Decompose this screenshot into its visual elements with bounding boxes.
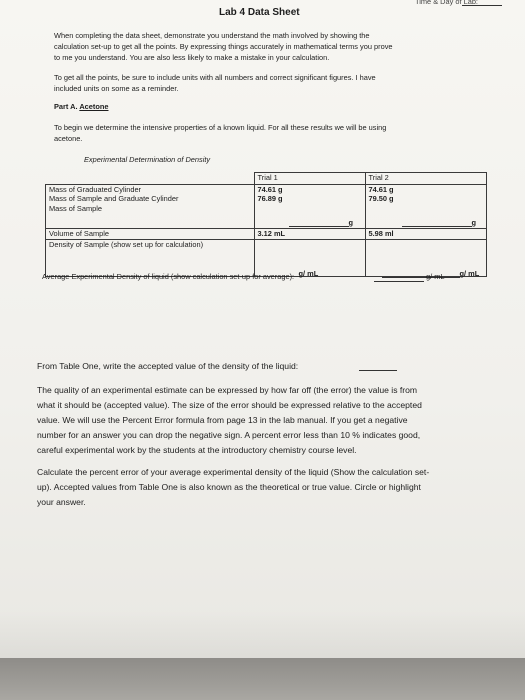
table-row	[46, 184, 487, 194]
table-row	[46, 204, 487, 229]
unit-label: g/ mL	[459, 268, 480, 278]
trial1-value[interactable]: 76.89 g	[254, 194, 365, 204]
trial1-density-cell[interactable]	[254, 239, 365, 276]
density-table	[45, 172, 487, 277]
part-a-heading	[54, 102, 109, 111]
unit-label: g	[348, 217, 354, 227]
trial2-value[interactable]: 5.98 ml	[365, 228, 486, 239]
answer-blank	[289, 226, 349, 227]
row-label: Mass of Graduated Cylinder	[46, 184, 255, 194]
calc-line: your answer.	[37, 497, 86, 507]
units-line: To get all the points, be sure to include units with all numbers and correct significant figures. I have	[54, 73, 376, 82]
error-line: value. We will use the Percent Error formula from page 13 in the lab manual. If you get a negative	[37, 415, 408, 425]
average-unit: g/ mL	[426, 272, 445, 281]
table-title: Experimental Determination of Density	[84, 155, 211, 164]
error-line: what it should be (accepted value). The size of the error should be expressed relative to the accepted	[37, 400, 422, 410]
trial2-density-cell[interactable]	[365, 239, 486, 276]
calc-line: up). Accepted values from Table One is also known as the theoretical or true value. Circle or highlight	[37, 482, 421, 492]
unit-label: g/ mL	[298, 268, 319, 278]
intro-line: calculation set-up to get all the points. By expressing things accurately in mathematical terms you prove	[54, 42, 393, 51]
table-row	[46, 173, 487, 185]
part-a-prefix: Part A.	[54, 102, 80, 111]
page-shadow	[0, 610, 525, 658]
part-intro-line: To begin we determine the intensive properties of a known liquid. For all these results we will be using	[54, 123, 387, 132]
row-label: Volume of Sample	[46, 228, 255, 239]
table-row	[46, 228, 487, 239]
trial2-value[interactable]: 79.50 g	[365, 194, 486, 204]
error-line: careful experimental work by the students at the introductory chemistry course level.	[37, 445, 357, 455]
units-line: included units on some as a reminder.	[54, 84, 179, 93]
intro-line: When completing the data sheet, demonstrate you understand the math involved by showing the	[54, 31, 370, 40]
trial1-mass-cell[interactable]	[254, 204, 365, 229]
row-label: Mass of Sample	[46, 204, 255, 229]
part-a-name: Acetone	[79, 102, 109, 111]
calc-line: Calculate the percent error of your average experimental density of the liquid (Show the calculation set-	[37, 467, 430, 477]
part-intro-line: acetone.	[54, 134, 83, 143]
error-line: The quality of an experimental estimate can be expressed by how far off (the error) the value is from	[37, 385, 418, 395]
trial1-value[interactable]: 74.61 g	[254, 184, 365, 194]
table-row	[46, 239, 487, 276]
table-row	[46, 194, 487, 204]
answer-blank	[402, 226, 472, 227]
error-line: number for an answer you can drop the negative sign. A percent error less than 10 % indicates good,	[37, 430, 421, 440]
row-label: Density of Sample (show set up for calculation)	[46, 239, 255, 276]
desk-surface	[0, 658, 525, 700]
time-day-label: Time & Day of Lab:	[415, 0, 478, 6]
trial2-value[interactable]: 74.61 g	[365, 184, 486, 194]
intro-line: to me you understand. You are also less likely to make a mistake in your calculation.	[54, 53, 330, 62]
unit-label: g	[471, 217, 477, 227]
trial2-mass-cell[interactable]	[365, 204, 486, 229]
blank-header-cell	[46, 173, 255, 185]
trial1-header: Trial 1	[254, 173, 365, 185]
accepted-value-prompt: From Table One, write the accepted value of the density of the liquid:	[37, 361, 299, 371]
accepted-value-blank[interactable]	[359, 370, 397, 371]
time-day-blank	[462, 5, 502, 6]
average-label: Average Experimental Density of liquid (show calculation set-up for average):	[42, 272, 295, 281]
row-label: Mass of Sample and Graduate Cylinder	[46, 194, 255, 204]
answer-blank	[382, 277, 460, 278]
trial2-header: Trial 2	[365, 173, 486, 185]
average-blank[interactable]	[374, 281, 424, 282]
trial1-value[interactable]: 3.12 mL	[254, 228, 365, 239]
page-title: Lab 4 Data Sheet	[219, 7, 300, 18]
